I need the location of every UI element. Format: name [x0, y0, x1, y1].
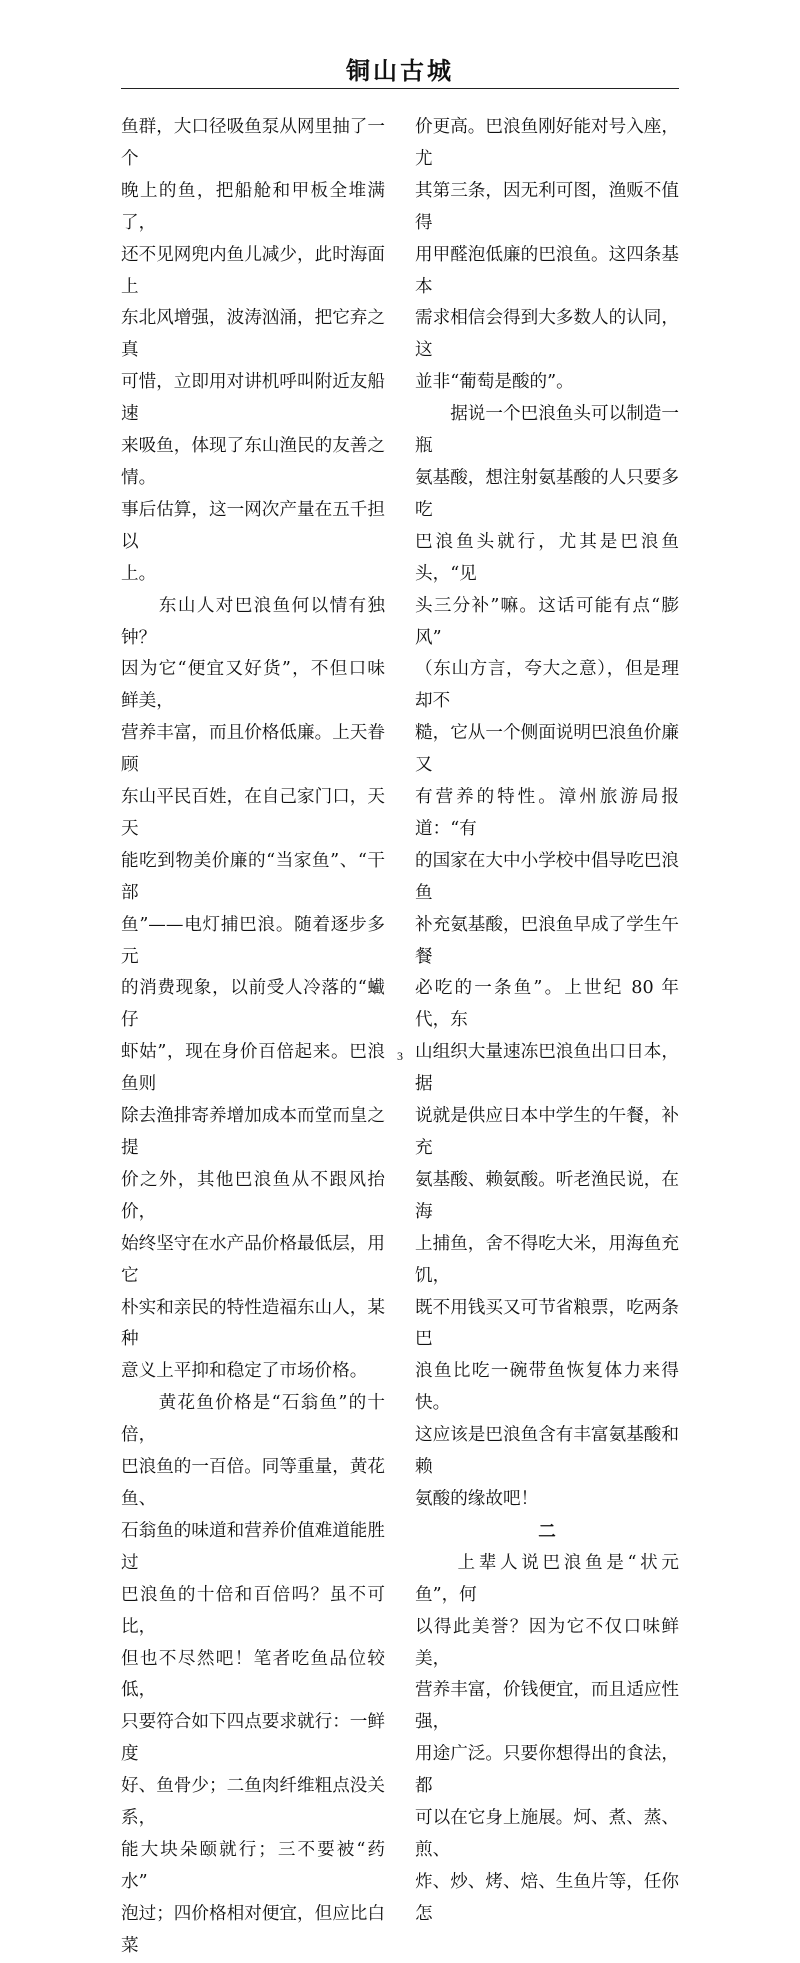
paragraph: 据说一个巴浪鱼头可以制造一瓶 氨基酸，想注射氨基酸的人只要多吃 巴浪鱼头就行，尤其是巴浪鱼头，“见 头三分补”嘛。这话可能有点“膨风” （东山方言，夸大之意），但是理却不 糙，它从一个侧面说明巴浪鱼价廉又 有营养的特性。漳州旅游局报道：“有 的国家在大中小学校中倡导吃巴浪鱼 补充氨基酸，巴浪鱼早成了学生午餐 必吃的一条鱼”。上世纪 80 年代，东 山组织大量速冻巴浪鱼出口日本，据 说就是供应日本中学生的午餐，补充 氨基酸、赖氨酸。听老渔民说，在海 上捕鱼，舍不得吃大米，用海鱼充饥， 既不用钱买又可节省粮票，吃两条巴 浪鱼比吃一碗带鱼恢复体力来得快。 这应该是巴浪鱼含有丰富氨基酸和赖 氨酸的缘故吧！: [415, 404, 679, 1509]
section-heading: 二: [538, 1520, 556, 1542]
paragraph: 鱼群，大口径吸鱼泵从网里抽了一个 晚上的鱼，把船舱和甲板全堆满了， 还不见网兜内鱼儿减少，此时海面上 东北风增强，波涛汹涌，把它弃之真 可惜，立即用对讲机呼叫附近友船速 来吸鱼，体现了东山渔民的友善之情。 事后估算，这一网次产量在五千担以 上。: [121, 117, 385, 584]
paragraph: 东山人对巴浪鱼何以情有独钟？ 因为它“便宜又好货”，不但口味鲜美， 营养丰富，而且价格低廉。上天眷顾 东山平民百姓，在自己家门口，天天 能吃到物美价廉的“当家鱼”、“干部 鱼”——电灯捕巴浪。随着逐步多元 的消费现象，以前受人冷落的“蠘仔 虾姑”，现在身价百倍起来。巴浪鱼则 除去渔排寄养增加成本而堂而皇之提 价之外，其他巴浪鱼从不跟风抬价， 始终坚守在水产品价格最低层，用它 朴实和亲民的特性造福东山人，某种 意义上平抑和稳定了市场价格。: [121, 595, 385, 1382]
paragraph: 上辈人说巴浪鱼是“状元鱼”，何 以得此美誉？因为它不仅口味鲜美， 营养丰富，价钱便宜，而且适应性强， 用途广泛。只要你想得出的食法，都 可以在它身上施展。炣、煮、蒸、煎、 炸、炒、烤、焙、生鱼片等，任你怎: [415, 1552, 679, 1924]
paragraph: 价更高。巴浪鱼刚好能对号入座，尤 其第三条，因无利可图，渔贩不值得 用甲醛泡低廉的巴浪鱼。这四条基本 需求相信会得到大多数人的认同，这 並非“葡萄是酸的”。: [415, 117, 679, 393]
header-divider: [121, 88, 679, 89]
page-number: 3: [397, 1049, 403, 1063]
running-header-title: 铜山古城: [346, 56, 454, 85]
paragraph: 黄花鱼价格是“石翁鱼”的十倍， 巴浪鱼的一百倍。同等重量，黄花鱼、 石翁鱼的味道和营养价值难道能胜过 巴浪鱼的十倍和百倍吗？虽不可比， 但也不尽然吧！笔者吃鱼品位较低， 只要符合如下四点要求就行：一鲜度 好、鱼骨少；二鱼肉纤维粗点没关系， 能大块朵颐就行；三不要被“药水” 泡过；四价格相对便宜，但应比白菜: [121, 1393, 385, 1956]
right-column: [415, 112, 679, 1931]
left-column: [121, 112, 385, 1963]
